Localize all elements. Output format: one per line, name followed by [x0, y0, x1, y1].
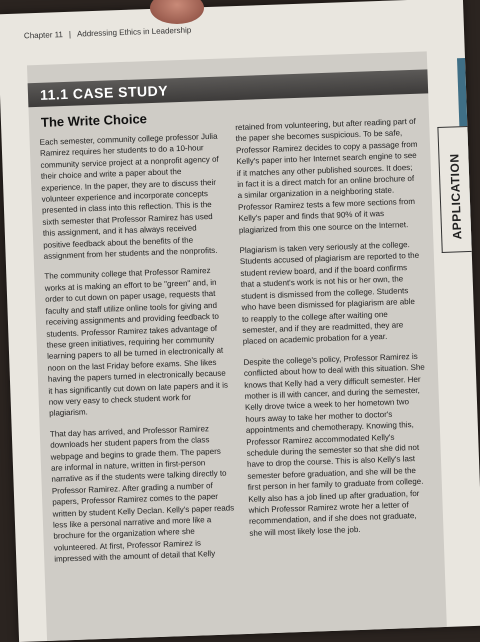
- paragraph: That day has arrived, and Professor Ramirez downloads her student papers from the class webpage and begins to grade them. The papers are informal in nature, written in first-person narrative as if the students were talking directly to Professor Ramirez. After grading a number of papers, Professor Ramirez comes to the paper written by student Kelly Declan. Kelly's paper reads less like a personal narrative and more like a brochure for the organization where she volunteered. At first, Professor Ramirez is impressed with the amount of detail that Kelly: [49, 423, 235, 564]
- side-tab-label: APPLICATION: [447, 153, 465, 240]
- chapter-number: Chapter 11: [23, 30, 64, 41]
- case-study-banner: [28, 69, 429, 107]
- paragraph: Each semester, community college professor Julia Ramirez requires her students to do a 10-hour community service project at a nonprofit agency of their choice and write a paper about the experience. In the paper, they are to discuss their volunteer experience and incorporate concepts presented in class into this reflection. This is the sixth semester that Professor Ramirez has used this assignment, and it has always received positive feedback about the benefits of the assignment from her students and the nonprofits.: [39, 131, 219, 261]
- chapter-title: Addressing Ethics in Leadership: [76, 25, 192, 39]
- running-head: Chapter 11 | Addressing Ethics in Leadership: [23, 25, 192, 41]
- paragraph: Despite the college's policy, Professor Ramirez is conflicted about how to deal with this situation. She knows that Kelly had a very difficult semester. Her mother is ill with cancer, and during the semester, Kelly drove twice a week to her hometown two hours away to take her mother to doctor's appointments and chemotherapy. Knowing this, Professor Ramirez accommodated Kelly's schedule during the semester so that she did not have to drop the course. This is also Kelly's last semester before graduation, and she will be the first person in her family to graduate from college. Kelly also has a job lined up after graduation, for which Professor Ramirez wrote her a letter of recommendation, and if she does not graduate, she will most likely lose the job.: [243, 351, 425, 538]
- paragraph: Plagiarism is taken very seriously at the college. Students accused of plagiarism are reported to the student review board, and if the board confirms that a student's work is not his or her own, the student is dismissed from the college. Students who have been dismissed for plagiarism are able to reapply to the college after waiting one semester, and if they are readmitted, they are placed on academic probation for a year.: [239, 240, 420, 347]
- left-column: [39, 131, 236, 575]
- paragraph: retained from volunteering, but after reading part of the paper she becomes suspicious. To be safe, Professor Ramirez decides to copy a passage from Kelly's paper into her Internet search engine to see if it matches any other published sources. It does; in fact it is a direct match for an online brochure of a similar organization in a neighboring state. Professor Ramirez tests a few more sections from Kelly's paper and finds that 90% of it was plagiarized from this one source on the Internet.: [235, 116, 418, 235]
- right-column: [235, 116, 432, 548]
- case-study-banner-text: 11.1 CASE STUDY: [39, 82, 169, 103]
- case-study-box: [27, 51, 447, 641]
- case-study-title: The Write Choice: [40, 111, 148, 130]
- paragraph: The community college that Professor Ramirez works at is making an effort to be "green" and, in order to cut down on paper usage, requests that faculty and staff utilize online tools for giving and receiving assignments and providing feedback to students. Professor Ramirez takes advantage of these green initiatives, requiring her community learning papers to all be turned in electronically at noon on the last Friday before exams. She likes having the papers turned in electronically because it has significantly cut down on late papers and it is now very easy to check student work for plagiarism.: [44, 266, 229, 419]
- side-tab: [437, 126, 472, 253]
